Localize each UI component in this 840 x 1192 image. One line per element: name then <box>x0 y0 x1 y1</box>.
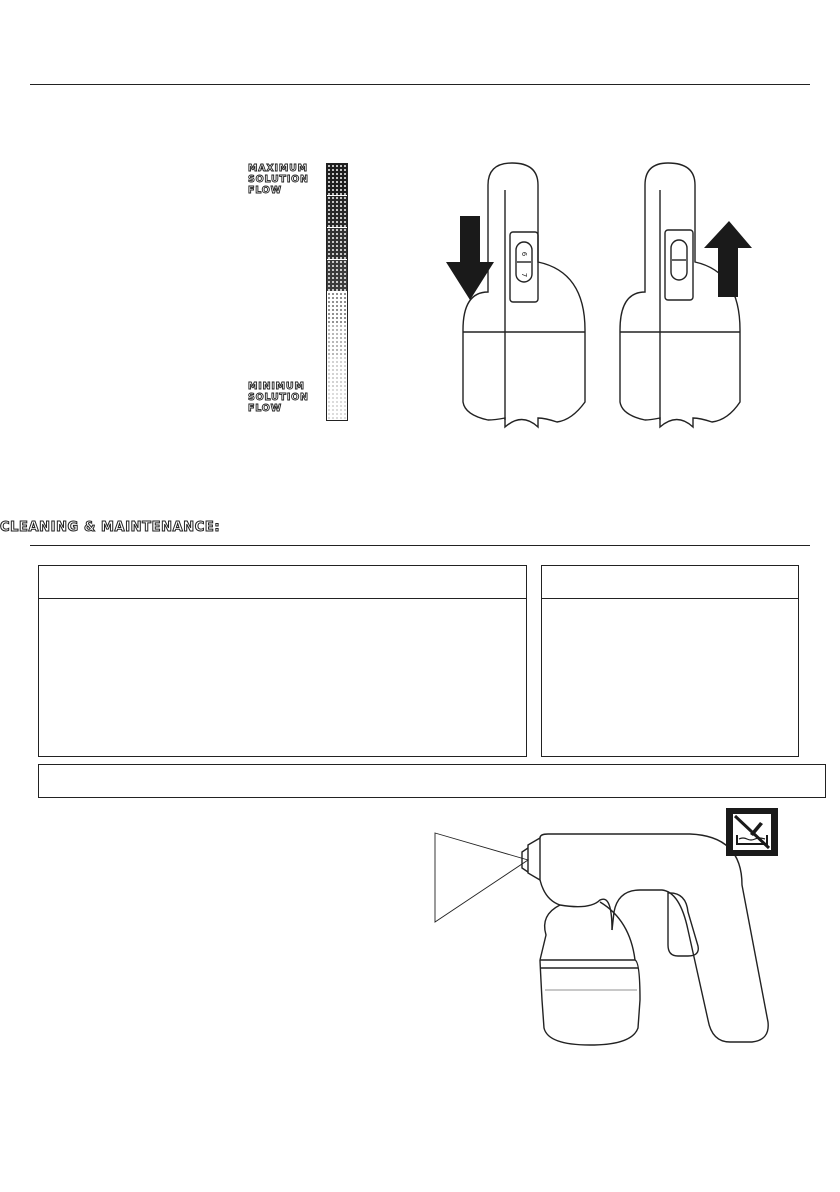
flow-level-segment <box>327 228 347 260</box>
gun-head-illustrations <box>440 150 760 450</box>
top-divider <box>30 84 810 85</box>
flow-level-segment <box>327 388 347 420</box>
flow-level-segment <box>327 164 347 196</box>
cleaning-panel-left-header <box>39 566 526 599</box>
flow-level-segment <box>327 260 347 292</box>
dial-number-7: 7 <box>520 272 528 278</box>
max-flow-label-line: FLOW <box>248 185 282 196</box>
cleaning-note-bar <box>38 764 826 798</box>
flow-level-segment <box>327 292 347 324</box>
min-flow-label-line: SOLUTION <box>248 392 309 403</box>
max-flow-label-line: MAXIMUM <box>248 163 308 174</box>
flow-level-segment <box>327 196 347 228</box>
gun-head-left <box>463 163 585 427</box>
min-flow-label-line: FLOW <box>248 403 282 414</box>
flow-level-segment <box>327 356 347 388</box>
max-flow-label <box>248 163 309 196</box>
cleaning-panel-right-header <box>542 566 798 599</box>
flow-level-segment <box>327 324 347 356</box>
section-title: CLEANING & MAINTENANCE: <box>0 520 221 535</box>
cleaning-panel-right <box>541 565 799 757</box>
cleaning-panel-left <box>38 565 527 757</box>
arrow-down-icon <box>446 216 494 300</box>
no-water-immersion-icon <box>726 808 778 856</box>
arrow-up-icon <box>704 221 752 297</box>
min-flow-label <box>248 381 309 414</box>
dial-number-6: 6 <box>520 251 528 257</box>
flow-gauge <box>326 163 348 421</box>
spray-cone <box>435 833 528 922</box>
min-flow-label-line: MINIMUM <box>248 381 305 392</box>
section-divider <box>30 545 810 546</box>
max-flow-label-line: SOLUTION <box>248 174 309 185</box>
